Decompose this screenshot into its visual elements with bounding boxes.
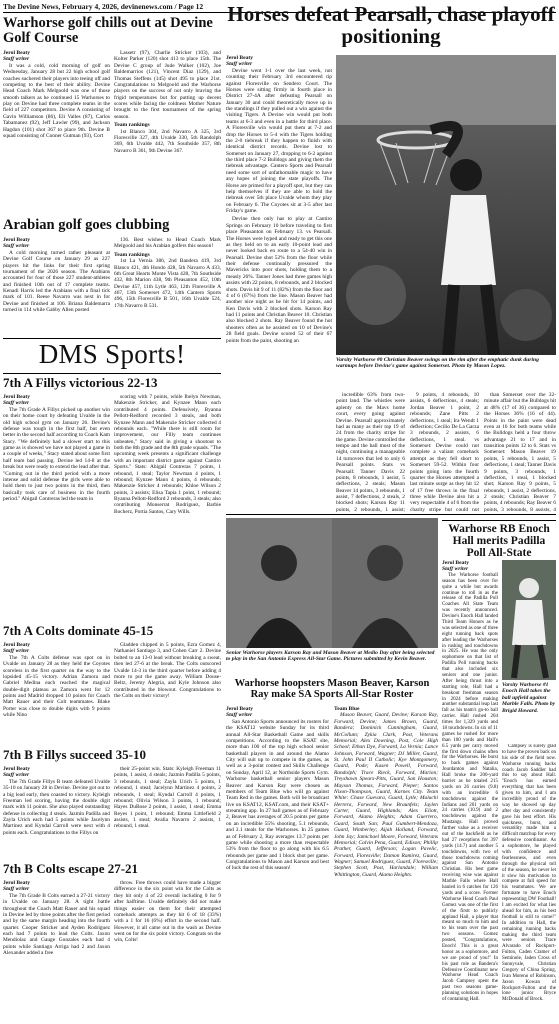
golf-boys-col1: [3, 50, 110, 216]
main-col3: [336, 392, 405, 512]
article-text: It was a cold, cold morning of golf on Wednesday, January 28 but 22 high school golf coaches suchered their players into teeing off and competing to the best of their ability. Devine Head Coach Mark Melgoold was one of those smooth talkers as he continued 15 Warhorses to play on Devine had three complete teams in the field of 227 competitors. Devine A consisting of Gavin Williamson (86), Eli Valles (87), Carlos Tabamanez (92), Jeff Lawler (99), and Jackson Hagdon (101) shot 367 to place 9th. Devine B squad consisting of Conner Gutman (93), Cort: [3, 62, 110, 139]
golf-girls-headline: Arabian golf goes clubbing: [3, 218, 170, 233]
golf-boys-headline: Warhorse golf chills out at Devine Golf Course: [3, 16, 213, 47]
main-headline: Horses defeat Pearsall, chase playoff positioning: [227, 3, 555, 48]
byline-role: Staff writer: [3, 772, 30, 779]
dms-sports-banner: DMS Sports!: [3, 338, 221, 374]
byline: Jerol Beaty: [3, 237, 31, 243]
padilla-col2: [502, 744, 556, 1020]
article-text: The Warhorse football season has been over for quite a while but awards continue to roll in as the release of the Padilla Poll Coaches All State Team was recently announced. Devine's Enoch Hall landed Third Team Honors as he was selected as one of three eight running back spots after leading the Warhorses in rushing and touchdowns in 2025. He was the only sophomore on that list of Padilla Poll running backs that also included six seniors and one junior. After being thrust into a starting role, Hall had a breakout freshman season in 2024 before making another substantial leap last fall as his team's go-to ball carrier. Hall rushed 204 times for 1,329 yards and 18 touchdowns. In six of 11 games he rushed for more than 100 yards and Hall's 6.5 yards per carry moved the first down chains often for the Warhorses. He burst to back games against Jourdanton and Natalia, Hall broke the 200-yard barrier as he totaled 215 yards on 26 carries (9.8) with an incredible 6 touchdowns against the Indians and 261 yards on 24 carries (10.9) and 2 touchdowns against the Mustangs. Hall proved further value as a receiver out of the backfield as he had 27 receptions for 397 yards (14.7) and another 5 touchdowns, with two of those touchdowns coming against San Antonio Christian. His best game receiving wise was against Marble Falls where Hall hauled in 6 catches for 126 yards and a score. Former Warhorse Head Coach Paul Gomez was one of the first of the firstt to publicly applaud Hall, a player that meant so much to him and to his team over the past two seasons. Gomez posted, "Congratulations, Enoch! This is a great honor as a sophomore, and we are proud of you!" In his past role as Bandera's Defensive Coordinator new Warhorse Head Coach Jacob Campsey spent the past two seasons game-planning solutions in hopes of containing Hall.: [442, 572, 498, 1002]
golf-girls-col1: [3, 237, 110, 337]
byline-role: Staff writer: [3, 400, 30, 407]
article-text: The 7th Grade A Fillys picked up another win on their home court by defeating Uvalde in the old high school gym on January 26. Devine's defense was tough in the first half, but even better in the second half according to Coach Kam Stacy. "We definitely had a slower start to this game as is showed we have not played a game in a couple of weeks," Stacy stated about some first half team bad passing. Devine led 14-8 at the break but were ready to extend the lead after that. "Coming out in the third period with a more intense and solid defense the girls were able to hold them to just two points in the third, then basically took care of business in the fourth period." Abigail Contreras led the team in: [3, 406, 110, 503]
byline: Jerol Beaty: [442, 560, 470, 566]
results-heading: Team rankings: [114, 122, 150, 129]
main-col1: [226, 55, 332, 475]
main-headline-wrap: [226, 3, 556, 47]
article-text: Campsey is surely glad to have the proven back on his side of the field now. Warhorse running backs coach Jacob Saddler had this to say about Hall. "Enoch has earned everything that has been given to him, and I am incredibly proud of the way he showed up day after day and consistently gave his best effort. His quickness, burst, and versatility made him a difficult matchup for every defensive coordinator. As a sophomore, he played with confidence and fearlessness, and even through the physical toll of the season, he never let it slow his motivation to compete at full speed for his teammates. We are fortunate to have Enoch representing DW Football! I am excited for what lies ahead for him, as his best football is still to come!" In addition to Hall, the remaining running backs making the third team were seniors Trace Alvarado of Rockport-Fulton, Caden Cramer of Seminole, Jaden Cross of Sunnyvale, Christian Gregory of China Spring, Ivan Moreno of Robinson, Jaxon Kowan of Rockport-Fulton and the lone junior Bryce McDonald of Brock.: [502, 744, 556, 1003]
padilla-headline: Warhorse RB Enoch Hall merits Padilla Poll All-State: [442, 520, 556, 559]
article-text: San Antonio Sports announced its rosters for the KSAT12 website Sunday for its third annual All-Star Basketball Game and skills competitions. According to the KSAT site, more than 100 of the top high school senior basketball players in and around the Alamo City will suit up to compete in the games, as well as a 3-point contest and Skills Challenge on Sunday, April 12, at Northside Sports Gym. Warhorse basketball senior players Mason Beaver and Karson Ray were chosen as members of Team Blue who will go against Team Red in the games. Both will be broadcast live on KSAT12, KSAT.com, and their KSAT+ streaming app. In 27 ball games as of February 2, Beaver has averages of 20.5 points per game on an incredible 55% shooting, 5.1 rebounds, and 3.1 steals for the Warhorses. In 25 games as of February 2, Ray averages 13.7 points per game while shooting a more than respectable 53% from the floor to go along with his 6.5 rebounds per game and 1 block shot per game. Congratulations to Mason and Karson and best of luck the rest of this season!: [226, 718, 329, 872]
folio: The Devine News, February 4, 2026, devinenews.com / Page 12: [3, 2, 556, 13]
fillys-b-col1: [3, 766, 110, 858]
article-text: Devine then only has to play at Cantiro Springs on February 10 before traveling to first place Pleasanton on February 13. vs Pearsall. The Horses were hyped and ready to get this one as they held on to an early 10-point lead and never looked back en route to a 54-40 win in Pearsall. Devine shot 52% from the floor while their defense continually pressured the Mavericks into poor shots, holding them to a measly 26%. Tanner Jones had three games high assists with 22 points, 8 rebounds, and 2 blocked shots. Davis hit 9 of 11 (82%) from the floor and 4 of 6 (67%) from the line. Mason Beaver had another nice night as he hit for 14 points, and Ken Davis with 2 blocked shots. Karson Ray had 11 points and Christian Beaver 10. Christian also blocked 2 shots. Ray Beaver found the hot shooters often as he assisted on 10 of Devine's 28 field goals. Devine scored 52 of their 67 points from the paint, shooting an: [226, 216, 332, 344]
article-text: their 25-point win. Stats: Kyleigh Freeman 11 points, 1 assist, 4 steals; Jazmin Padilla 5 points, 3 rebounds, 1 steal; Zayla Urich 5 points, 1 rebound, 1 steal; Jacelynn Martinez 4 points, 2 rebounds, 1 steal; Kyndal Carroll 4 points, 1 rebound; Olivia Wilson 3 points, 1 rebound; Hayes DuBose 2 points, 1 assist, 1 steal; Emma Reyes 1 point, 1 rebound; Emma Littlefield 2 assists, 1 steal; Avalia Navarro 2 assists, 1 rebound, 1 steal.: [114, 766, 221, 830]
byline-role: Staff writer: [3, 243, 30, 250]
fillys-a-headline: 7th A Fillys victorious 22-13: [3, 376, 158, 390]
allstar-col1: [226, 706, 329, 1020]
article-text: 9 points, 4 rebounds, 10 assists, 6 deflections, 4 steals; Jordan Beaver 1 point, 2 rebounds; Zane Pitts 2 deflections, 1 steal; Ira Wendt 1 deflection; Cecilio De La Garza 3 rebounds, 2 assists, 6 deflections, 1 steal. vs Somerset: Devine could not complete a valiant comeback attempt as they fell short to Somerset 59-52. Within four points going into the fourth quarter the Horses attempted a last minute surge as they hit 12 of 17 free throws in the final three while Devine also hit a very respectable 4 of 6 from the charity stripe but could not: [410, 392, 479, 512]
allstar-photo: [226, 518, 438, 648]
fillys-b-col2: [114, 766, 221, 858]
byline-role: Staff writer: [226, 712, 253, 719]
fillys-b-headline: 7th B Fillys succeed 35-10: [3, 748, 146, 762]
article-text: throw. Free throws could have made a bigger difference in the six point win for the Colts as they hit only 4 of 22 overall including 0 for 9 after halftime. Uvalde definitely did not make things easier on them for their attempted comeback attempts as they hit 6 of 18 (33%) with a 1 for 16 (6%) effort in the second half. However, it all came out in the wash as Devine went on for the six point victory. Congrats on the win, Colts!: [114, 880, 221, 944]
fillys-a-col1: [3, 394, 110, 619]
article-text: The 7th Grade Fillys B team defeated Uvalde 35-10 on January 28 in Devine. Devine got out to a big lead early, then coasted to victory. Kyleigh Freeman led scoring, having the double digit mark with 11 points. She also played outstanding defense in collecting 4 steals. Jazmin Padilla and Zayla Urich each had 5 points while Jacelynn Martinez and Kyndal Carroll were next with 4 points each. Congratulations to the Fillys on: [3, 778, 110, 836]
byline-role: Staff writer: [442, 566, 469, 573]
hall-photo-graphic: [502, 560, 556, 680]
colts-b-headline: 7th B Colts escape 27-21: [3, 862, 139, 876]
fillys-a-col2: [114, 394, 221, 619]
golf-girls-headline-wrap: [3, 218, 221, 233]
article-text: Devine went 1-1 over the last week, not counting their February 3rd encountered tip against Floresville on Sendero Court. The Horses were sitting firmly in fourth place in District 27-4A after defeating Pearsall on January 30 and could theoretically move up in the standings if they pulled out a win against the visiting Tigers. A Devine win would put both teams at 6-3 and even in a battle for third place. A Floresville win would put them at 7-2 and drop the Horses to 5-4 with the Tigers holding the 2-0 tiebreak if they happen to finish with identical district records. Devine lost to Somerset on January 27, dropping to 6-2 against the third place 7-2 Bulldogs and giving them the tiebreak advantage. Cantero Sports and Pearsall need some sort of unfathomable magic to have any hopes of joining the state playoffs. The Horse are primed for a playoff spot, but they can help themselves if they are able to hold the tiebreak over 5th place Uvalde whom they play on February 6. The Coyotes sit at 3-5 after last Friday's game.: [226, 67, 332, 215]
article-text: than Somerset over the 32-minute affair but the Bulldogs hit at 48% (17 of 36) compared to the Horses 36% (16 of 44). Points in the paint were dead even at 16 for both teams while the Bulldogs held a four throw advantage 21 to 17 and in transition points 12 to 6. Stats vs Somerset: Mason Beaver 19 points, 5 rebounds, 1 assist, 5 deflections, 1 steal; Tanner Davis 9 points, 3 rebounds, 1 deflection, 1 steal, 1 blocked shot; Karson Ray 9 points, 5 rebounds, 1 assist, 2 deflections, 2 steals; Christian Beaver 7 points, 4 rebounds; Ray Beaver 6 points, 3 rebounds, 8 assists, 4: [484, 392, 556, 512]
roster-text: Mason Beaver, Guard, Devine; Karson Ray, Forward, Devine; James Brown, Guard, Bandera; Dominick Cunningham, Guard, McCollum; Zykia Clark, Post, Veterans Memorial; Alex Downing, Post, Cole High School; Ethan Dye, Forward, La Vernia; Lance Johnson, Forward, Wagner; DJ Miller, Guard, St. John Paul II Catholic; Kye Montgomery, Guard, Pode; Kasen Powell, Forward, Randolph; Trace Rieck, Forward, Marion; Treyshawn Spears-Pitts, Guard, San Houston; Mayson Thomas, Forward, Pieper; Santos Nixon-Thompson, Guard, Karnes City. Team White: Chase Guevara, Guard, Lytle; Malachi Herrera, Forward, New Braunfels; Jaylen Carter, Guard, Highlands; Alex Eliott, Forward, Alamo Heights; Adam Guerrero, Guard, South San; Paul Gumbert-Mendoza, Guard, Wimberley; Aijah Holland, Forward, John Jay; Jamichael Moore, Forward, Veterans Memorial; Calvin Pena, Guard, Edison; Phillip Prather, Guard, Jefferson; Logan Pavelic, Forward, Floresville; Damon Ramirez, Guard, Wagner; Samuel Rodriguez, Guard, Floresville; Stephen Scott, Post, Harlandale; William Whittington, Guard, Alamo Heights.: [334, 712, 438, 878]
article-text: Gladden chipped in 5 points, Ezra Gomez 4, Nathaniel Santiago 3, and Cohen Carr 2. Devine bolted to an 13-0 lead without breaking a sweat, then led 27-6 at the break. The Colts outscored Uvalde 14-3 in the third quarter before adding 4 more to put the game away. William Douse-Beltz, Jeremy Alegria, and Kyle Johnson also contributed in the blowout. Congratulations to the Colts on their victory!: [114, 642, 221, 699]
allstar-photo-caption: Senior Warhorse players Karson Ray and Mason Beaver at Medio Day after being selected to play in the San Antonio Express All-Star Game. Pictures submitted by Kevin Beaver.: [226, 650, 435, 663]
byline: Jerol Beaty: [3, 766, 31, 772]
golf-boys-col2: [114, 50, 221, 216]
colts-b-col2: [114, 880, 221, 1020]
byline-role: Staff writer: [3, 648, 30, 655]
dunk-photo: [336, 55, 556, 355]
golf-girls-col2: [114, 237, 221, 337]
byline-role: Staff writer: [3, 56, 30, 63]
article-text: Lassetr (97), Charlie Stricker (103), and Kolter Parker (120) shot 413 to place 15th. The Devine C group of Jude Walker (102), Joe Baldemarrios (121), Vincent Diaz (129), and Thomas Steffens (145) shot 495 to place 21st. Congratulations to Melgoold and the Warhorse players on the success of not only braving the frigid temperatures but for putting up decent scores while facing the coldness Mother Nature brought to the first tournament of the spring season.: [114, 50, 221, 120]
colts-b-col1: [3, 880, 110, 1020]
roster-heading: Team Blue: [334, 706, 360, 712]
dunk-photo-caption: Varsity Warhorse #0 Christian Beaver swings on the rim after the emphatic dunk during warmups before Devine's game against Somerset. Photo by Mason Lopez.: [336, 357, 539, 370]
colts-a-col2: [114, 642, 221, 742]
article-text: A cold morning turned rather pleasant at Devine Golf Course on January 29 as 227 players hit the links for their first spring tournament of the 2026 season. The Arabians accounted for four of those 227 student-athletes and finished 10th out of 17 complete teams. Kenadi Harris led the Arabians with a final tick mark of 101. Reese Navarro was next in for Devine and finished at 106. Briana Baldemarra turned in 114 while Gabby Allen posted: [3, 249, 110, 314]
hall-photo: [502, 560, 556, 680]
allstar-headline: Warhorse hoopsters Mason Beaver, Karson Ray make SA Sports All-Star Roster: [234, 678, 430, 701]
allstar-photo-graphic: [226, 518, 438, 648]
golf-boys-article: [3, 16, 221, 46]
colts-a-headline: 7th A Colts dominate 45-15: [3, 624, 154, 638]
article-text: The 7th Grade B Colts earned a 27-21 victory in Uvalde on January 28. A tight battle throughout the Coach Matt Rauer and his squad in Devine led by three points after the first period and by the same margin heading into the fourth quarter. Cooper Stricker and Ayden Rodriguez each had 7 points to lead the Colts. Jaxon Mendiolaz and Gauge Gonzales each had 4 points while Santiago Arriga had 2 and Jaxon Alexander added a free: [3, 892, 110, 957]
colts-a-col1: [3, 642, 110, 742]
byline: Jerol Beaty: [3, 50, 31, 56]
dunk-photo-graphic: [336, 55, 556, 355]
byline: Jerol Beaty: [3, 880, 31, 886]
byline: Jerol Beaty: [3, 394, 31, 400]
byline: Jerol Beaty: [226, 706, 254, 712]
results-heading: Team rankings: [114, 251, 150, 258]
main-col5: [484, 392, 556, 512]
padilla-col1: [442, 560, 498, 1020]
main-col4: [410, 392, 479, 512]
article-text: incredible 63% from two-point land. The whistles were aplenty on the Mavs home court, every going against Devine. Pearsall approximately had as many as their top 19 of 24 from the charity stripe for the game. Devine controlled the tempo and the ball most of the night, continuing a manageable 14 turnovers that led to only 6 Pearsall points. Stats vs Pearsall: Tanner Davis 22 points, 8 rebounds, 1 assist, 5 deflections, 2 steals; Mason Beaver 14 points, 3 rebounds, 1 assist, 7 deflections, 2 steals, 2 blocked shots; Karson Ray 11 points, 2 rebounds, 1 assist;: [336, 392, 405, 512]
hall-photo-caption: Varsity Warhorse #1 Enoch Hall takes the ball upfield against Marble Falls. Photo by Brigid Howard.: [502, 682, 556, 714]
article-text: The 7th A Colts defense was spot on in Uvalde on January 28 as they held the Coyotes scoreless in the first quarter on the way to the lopsided 45-15 victory. Adrian Zamora and Gabriel Medina each reached the magical double-digit plateau as Zamora went for 12 points and Madrid dropped 10 points for Coach Matt Rauer and their Colt teammates. Blake Porter was close to double digits with 9 points while Nino: [3, 654, 110, 719]
article-text: 136. Best wishes to Head Coach Mark Melgoold and his Arabian golfers this season!: [114, 237, 221, 250]
byline-role: Staff writer: [3, 886, 30, 893]
byline-role: Staff writer: [226, 61, 253, 68]
results-text: 1st La Vernia 386, 2nd Bandera 419, 3rd Blanco 421, 4th Hondo 428, 5th Navarro A 433, 6th Great Hearts Monte Vista 428, 7th Southside 432, 8th Marion 438, 9th Pleasanton 452, 10th Devine 457, 11th Lytle 463, 12th Floresville A 467, 13th Somerset 472, 14th Cantero Sports 496, 15th Floresville B 501, 16th Uvalde 524, 17th Navarro B 531.: [114, 258, 221, 309]
results-text: 1st Blanco 304, 2nd Navarro A 325, 3rd Floresville 327, 4th Uvalde 330, 5th Randolph 369, 6th Uvalde 442, 7th Southside 357, 8th Navarro B 361, 9th Devine 367.: [114, 128, 221, 154]
byline: Jerol Beaty: [3, 642, 31, 648]
allstar-col2: [334, 706, 438, 1020]
byline: Jerol Beaty: [226, 55, 254, 61]
article-text: scoring with 7 points, while Ibelyn Newman, Makenzie Stricker, and Kynzee Mann each contributed 4 points. Defensively, Byanna Pellott-Redford recorded 3 steals, and both Kynzee Mann and Makenzie Stricker collected 4 rebounds each. "While there is still room for improvement, our Filly team continues unbeaten," Stacy said in giving a shoutout to both the 8th grade and the 8th grade squads. "The upcoming week presents a significant challenge with an important district game against Cantiro Sports." Stats: Abigail Contreras 7 points, 1 rebound, 1 steal; Taylor Newman 4 points, 1 rebound; Kynzee Mann 4 points, 4 rebounds; Makenzie Stricker 4 rebounds; Khloe Wilson 2 points, 3 assists; Elisa Tapia 1 point, 1 rebound; Byanna Pellott-Redford 2 rebounds, 3 steals; also contributing Monserrat Rodriguez, Barbie Bocherz, Portia Santos, Cary Wills.: [114, 394, 221, 515]
